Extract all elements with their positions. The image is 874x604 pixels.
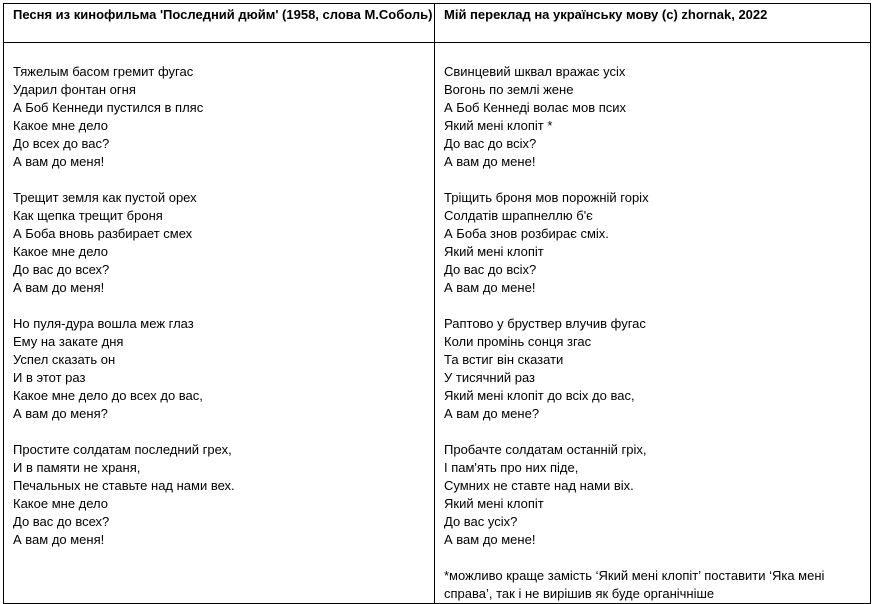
lyric-line: А вам до мене! — [444, 154, 536, 169]
translation-stanza-2 — [444, 189, 870, 297]
lyric-line: Как щепка трещит броня — [13, 208, 163, 223]
lyric-line: Какое мне дело — [13, 496, 109, 511]
lyric-line: До вас усіх? — [444, 514, 518, 529]
lyric-line: Коли промінь сонця згас — [444, 334, 592, 349]
lyric-line: Какое мне дело — [13, 244, 109, 259]
lyric-line: До всех до вас? — [13, 136, 110, 151]
lyrics-table — [3, 3, 871, 604]
original-stanza-4 — [13, 441, 434, 549]
lyric-line: Тяжелым басом гремит фугас — [13, 64, 194, 79]
lyric-line: А Боба знов розбирає сміх. — [444, 226, 609, 241]
lyric-line: А Боб Кеннеді волає мов псих — [444, 100, 627, 115]
header-left-cell — [4, 4, 435, 43]
lyric-line: Простите солдатам последний грех, — [13, 442, 232, 457]
lyric-line: До вас до всех? — [13, 262, 110, 277]
lyric-line: Сумних не ставте над нами віх. — [444, 478, 634, 493]
lyric-line: І пам'ять про них піде, — [444, 460, 579, 475]
lyric-line: Солдатів шрапнеллю б'є — [444, 208, 593, 223]
lyric-line: Який мені клопіт — [444, 244, 544, 259]
translation-stanza-1 — [444, 63, 870, 171]
original-lyrics-cell — [4, 43, 435, 604]
header-right-title: Мій переклад на українську мову (c) zhornak, 2022 — [444, 7, 768, 22]
lyric-line: До вас до всіх? — [444, 262, 537, 277]
lyric-line: Но пуля-дура вошла меж глаз — [13, 316, 194, 331]
translation-lyrics-cell — [435, 43, 871, 604]
lyric-line: У тисячний раз — [444, 370, 535, 385]
lyric-line: Свинцевий шквал вражає усіх — [444, 64, 626, 79]
lyric-line: А вам до мене! — [444, 280, 536, 295]
lyric-line: И в этот раз — [13, 370, 86, 385]
lyric-line: Печальных не ставьте над нами вех. — [13, 478, 235, 493]
original-stanza-2 — [13, 189, 434, 297]
lyric-line: А вам до мене! — [444, 532, 536, 547]
lyric-line: Какое мне дело — [13, 118, 109, 133]
lyric-line: Який мені клопіт * — [444, 118, 553, 133]
lyric-line: До вас до всіх? — [444, 136, 537, 151]
lyric-line: А вам до меня? — [13, 406, 108, 421]
lyric-line: А вам до меня! — [13, 154, 105, 169]
lyric-line: А вам до меня! — [13, 532, 105, 547]
lyric-line: Успел сказать он — [13, 352, 116, 367]
lyric-line: А вам до мене? — [444, 406, 540, 421]
lyric-line: Та встиг він сказати — [444, 352, 564, 367]
lyric-line: Ему на закате дня — [13, 334, 124, 349]
lyric-line: А Боб Кеннеди пустился в пляс — [13, 100, 204, 115]
content-row — [4, 43, 871, 604]
lyric-line: Який мені клопіт до всіх до вас, — [444, 388, 635, 403]
lyric-line: Ударил фонтан огня — [13, 82, 136, 97]
lyric-line: До вас до всех? — [13, 514, 110, 529]
header-right-cell — [435, 4, 871, 43]
lyric-line: Пробачте солдатам останній гріх, — [444, 442, 647, 457]
lyric-line: И в памяти не храня, — [13, 460, 141, 475]
original-stanza-1 — [13, 63, 434, 171]
lyric-line: А вам до меня! — [13, 280, 105, 295]
lyric-line: Какое мне дело до всех до вас, — [13, 388, 203, 403]
lyric-line: Який мені клопіт — [444, 496, 544, 511]
lyric-line: Трещит земля как пустой орех — [13, 190, 197, 205]
translation-stanza-3 — [444, 315, 870, 423]
translation-stanza-4 — [444, 441, 870, 549]
lyric-line: А Боба вновь разбирает смех — [13, 226, 193, 241]
header-left-title: Песня из кинофильма 'Последний дюйм' (1958, слова М.Соболь) — [13, 7, 433, 22]
lyric-line: Вогонь по землі жене — [444, 82, 574, 97]
lyric-line: Раптово у бруствер влучив фугас — [444, 316, 646, 331]
lyric-line: Тріщить броня мов порожній горіх — [444, 190, 649, 205]
original-stanza-3 — [13, 315, 434, 423]
translation-footnote: *можливо краще замість ‘Який мені клопіт’ поставити ‘Яка мені справа’, так і не вирішив як буде органічніше — [444, 568, 825, 601]
header-row — [4, 4, 871, 43]
